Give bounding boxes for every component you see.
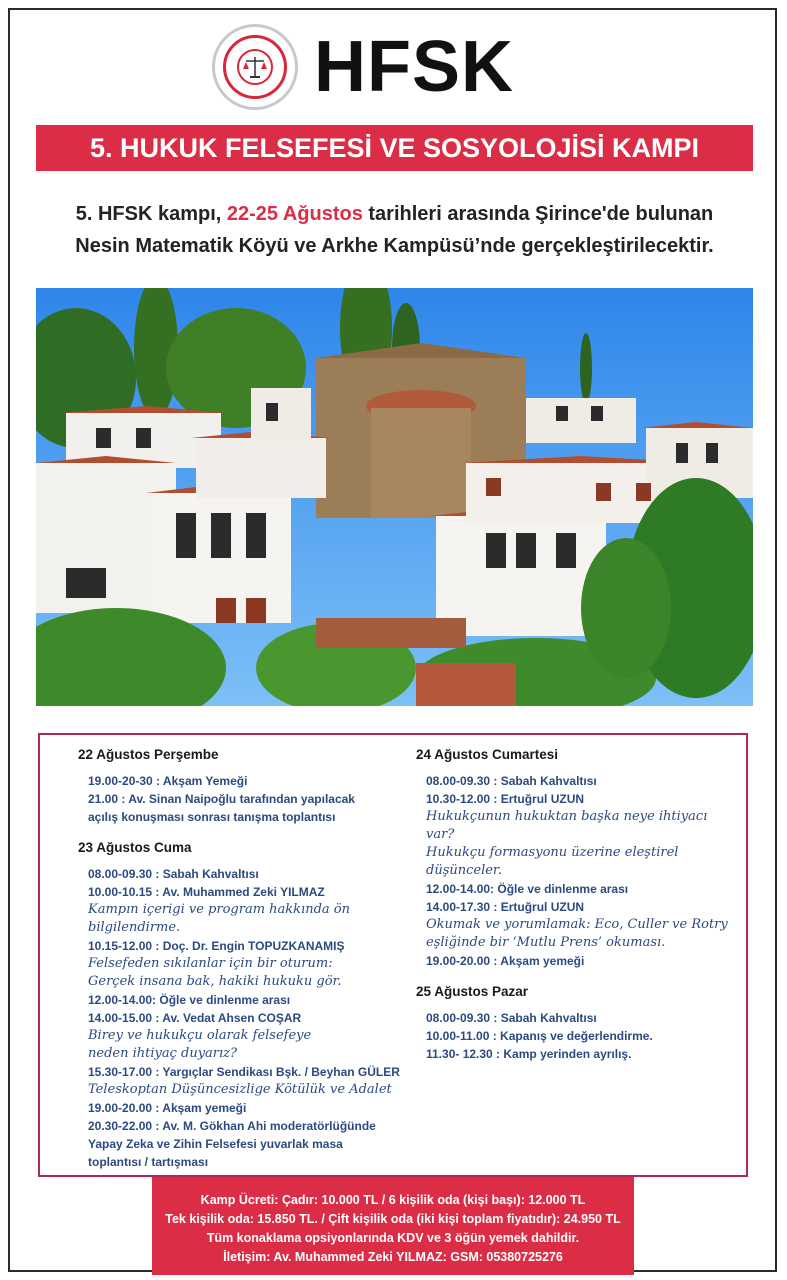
day-heading: 22 Ağustos Perşembe	[78, 747, 219, 762]
schedule-item: 19.00-20-30 : Akşam Yemeği	[88, 774, 248, 788]
intro-text	[36, 198, 753, 262]
intro-part: tarihleri arasında Şirince'de bulunan	[362, 203, 714, 225]
day-heading: 24 Ağustos Cumartesi	[416, 747, 559, 762]
day-heading: 25 Ağustos Pazar	[416, 984, 529, 999]
day-heading: 23 Ağustos Cuma	[78, 840, 192, 855]
schedule-note: Hukukçunun hukuktan başka neye ihtiyacı var?	[426, 809, 708, 842]
schedule-item: 08.00-09.30 : Sabah Kahvaltısı	[88, 867, 259, 881]
village-photo	[36, 288, 753, 706]
schedule-item: 19.00-20.00 : Akşam yemeği	[426, 954, 585, 968]
schedule-note: eşliğinde bir ‘Mutlu Prens’ okuması.	[426, 935, 666, 950]
schedule-right-column	[416, 745, 736, 1063]
schedule-item: 08.00-09.30 : Sabah Kahvaltısı	[426, 774, 597, 788]
seal-scales-emblem	[237, 49, 273, 85]
schedule-item: 10.30-12.00 : Ertuğrul UZUN	[426, 792, 585, 806]
schedule-note: Hukukçu formasyonu üzerine eleştirel düşünceler.	[426, 845, 679, 878]
pricing-line: Kamp Ücreti: Çadır: 10.000 TL / 6 kişilik oda (kişi başı): 12.000 TL	[200, 1193, 586, 1207]
schedule-item: 21.00 : Av. Sinan Naipoğlu tarafından yapılacak	[88, 792, 355, 806]
schedule-note: Gerçek insana bak, hakiki hukuku gör.	[88, 974, 342, 989]
schedule-item: Yapay Zeka ve Zihin Felsefesi yuvarlak masa	[88, 1137, 343, 1151]
schedule-item: 10.00-10.15 : Av. Muhammed Zeki YILMAZ	[88, 885, 325, 899]
pricing-line: Tek kişilik oda: 15.850 TL. / Çift kişilik oda (iki kişi toplam fiyatıdır): 24.950 TL	[165, 1212, 621, 1226]
schedule-note: Felsefeden sıkılanlar için bir oturum:	[88, 956, 333, 971]
schedule-box	[38, 733, 748, 1177]
scales-icon	[239, 51, 271, 83]
schedule-item: 10.00-11.00 : Kapanış ve değerlendirme.	[426, 1029, 653, 1043]
intro-dates: 22-25 Ağustos	[226, 203, 363, 225]
intro-part: 5. HFSK kampı,	[75, 203, 227, 225]
schedule-item: 14.00-15.00 : Av. Vedat Ahsen COŞAR	[88, 1011, 302, 1025]
schedule-note: neden ihtiyaç duyarız?	[88, 1046, 237, 1061]
schedule-item: 14.00-17.30 : Ertuğrul UZUN	[426, 900, 585, 914]
sirince-village-image	[36, 288, 753, 706]
schedule-item: 11.30- 12.30 : Kamp yerinden ayrılış.	[426, 1047, 632, 1061]
schedule-note: Okumak ve yorumlamak: Eco, Culler ve Rotry	[426, 917, 728, 932]
pricing-line: Tüm konaklama opsiyonlarında KDV ve 3 öğün yemek dahildir.	[206, 1231, 580, 1245]
schedule-item: 15.30-17.00 : Yargıçlar Sendikası Bşk. / Beyhan GÜLER	[88, 1065, 400, 1079]
schedule-note: Kampın içerigi ve program hakkında ön bilgilendirme.	[88, 902, 350, 935]
contact-line: İletişim: Av. Muhammed Zeki YILMAZ: GSM: 05380725276	[223, 1250, 563, 1264]
republic-100-year-seal-logo	[212, 24, 298, 110]
schedule-item: 12.00-14.00: Öğle ve dinlenme arası	[88, 993, 291, 1007]
schedule-item: 19.00-20.00 : Akşam yemeği	[88, 1101, 247, 1115]
page-title: 5. HUKUK FELSEFESİ VE SOSYOLOJİSİ KAMPI	[36, 125, 753, 171]
schedule-left-column	[78, 745, 423, 1171]
schedule-item: toplantısı / tartışması	[88, 1155, 209, 1169]
schedule-note: Teleskoptan Düşüncesizlige Kötülük ve Adalet	[88, 1082, 392, 1097]
schedule-item: 20.30-22.00 : Av. M. Gökhan Ahi moderatörlüğünde	[88, 1119, 376, 1133]
schedule-item: açılış konuşması sonrası tanışma toplantısı	[88, 810, 336, 824]
schedule-note: Birey ve hukukçu olarak felsefeye	[88, 1028, 312, 1043]
schedule-item: 10.15-12.00 : Doç. Dr. Engin TOPUZKANAMIŞ	[88, 939, 345, 953]
schedule-item: 08.00-09.30 : Sabah Kahvaltısı	[426, 1011, 597, 1025]
schedule-item: 12.00-14.00: Öğle ve dinlenme arası	[426, 882, 629, 896]
pricing-box	[152, 1177, 634, 1275]
intro-line-2: Nesin Matematik Köyü ve Arkhe Kampüsü’nde gerçekleştirilecektir.	[75, 235, 714, 257]
brand-name: HFSK	[314, 27, 514, 107]
